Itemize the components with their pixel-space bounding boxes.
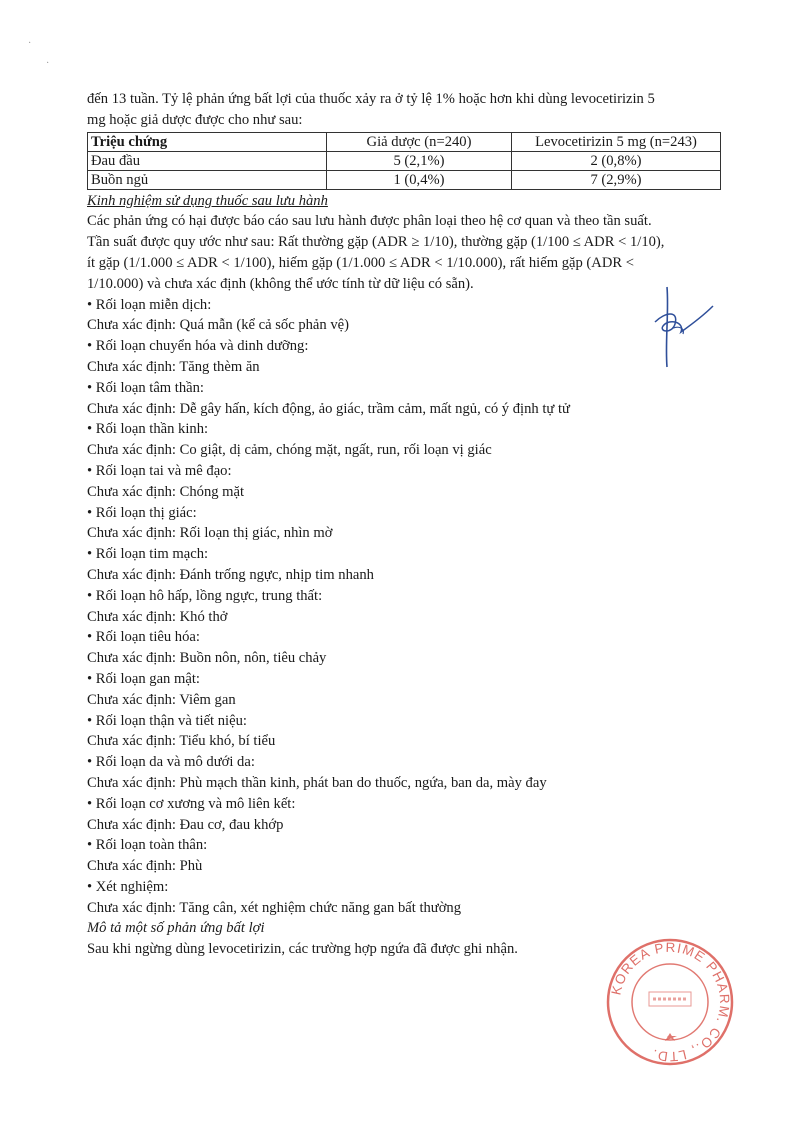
postmarketing-line-4: 1/10.000) và chưa xác định (không thể ước tính từ dữ liệu có sẵn). (87, 275, 474, 292)
section-title-eye: • Rối loạn thị giác: (87, 503, 721, 524)
company-stamp (603, 935, 737, 1069)
table-header-placebo: Giả dược (n=240) (327, 132, 512, 151)
scan-speck: · (46, 58, 50, 69)
section-detail-cardiac: Chưa xác định: Đánh trống ngực, nhịp tim nhanh (87, 566, 374, 583)
intro-line-2: mg hoặc giả dược được cho như sau: (87, 111, 303, 128)
table-cell-symptom: Buồn ngủ (88, 170, 327, 189)
table-header-symptom: Triệu chứng (88, 132, 327, 151)
section-title-respiratory: • Rối loạn hô hấp, lồng ngực, trung thất: (87, 586, 721, 607)
section-title-renal: • Rối loạn thận và tiết niệu: (87, 711, 721, 732)
section-detail-hepatobiliary: Chưa xác định: Viêm gan (87, 691, 236, 708)
section-detail-renal: Chưa xác định: Tiểu khó, bí tiểu (87, 733, 276, 750)
table-row (88, 151, 721, 170)
section-detail-nervous: Chưa xác định: Co giật, dị cảm, chóng mặt, ngất, run, rối loạn vị giác (87, 442, 492, 459)
section-title-gastrointestinal: • Rối loạn tiêu hóa: (87, 627, 721, 648)
section-detail-general: Chưa xác định: Phù (87, 858, 203, 875)
table-row (88, 170, 721, 189)
section-title-metabolism: • Rối loạn chuyển hóa và dinh dưỡng: (87, 336, 721, 357)
table-cell-placebo: 5 (2,1%) (327, 151, 512, 170)
section-title-general: • Rối loạn toàn thân: (87, 835, 721, 856)
postmarketing-line-3: ít gặp (1/1.000 ≤ ADR < 1/100), hiếm gặp (1/1.000 ≤ ADR < 1/10.000), rất hiếm gặp (ADR < (87, 254, 634, 271)
section-detail-musculoskeletal: Chưa xác định: Đau cơ, đau khớp (87, 816, 284, 833)
description-heading: Mô tả một số phản ứng bất lợi (87, 920, 265, 937)
postmarketing-line-2: Tần suất được quy ước như sau: Rất thường gặp (ADR ≥ 1/10), thường gặp (1/100 ≤ ADR < 1/10), (87, 234, 665, 251)
scan-speck: · (28, 38, 32, 49)
section-detail-immune: Chưa xác định: Quá mẫn (kể cả sốc phản vệ) (87, 317, 349, 334)
table-header-levocetirizin: Levocetirizin 5 mg (n=243) (512, 132, 721, 151)
section-title-nervous: • Rối loạn thần kinh: (87, 419, 721, 440)
adr-table (87, 132, 721, 190)
section-title-hepatobiliary: • Rối loạn gan mật: (87, 669, 721, 690)
section-detail-investigations: Chưa xác định: Tăng cân, xét nghiệm chức năng gan bất thường (87, 899, 462, 916)
section-title-musculoskeletal: • Rối loạn cơ xương và mô liên kết: (87, 794, 721, 815)
section-title-immune: • Rối loạn miễn dịch: (87, 295, 721, 316)
section-title-cardiac: • Rối loạn tim mạch: (87, 544, 721, 565)
table-cell-symptom: Đau đầu (88, 151, 327, 170)
section-detail-gastrointestinal: Chưa xác định: Buồn nôn, nôn, tiêu chảy (87, 650, 327, 667)
signature-mark (645, 282, 715, 372)
section-title-ear: • Rối loạn tai và mê đạo: (87, 461, 721, 482)
postmarketing-line-1: Các phản ứng có hại được báo cáo sau lưu hành được phân loại theo hệ cơ quan và theo tần suất. (87, 213, 652, 230)
postmarketing-heading: Kinh nghiệm sử dụng thuốc sau lưu hành (87, 192, 328, 209)
section-title-psychiatric: • Rối loạn tâm thần: (87, 378, 721, 399)
table-cell-levocetirizin: 7 (2,9%) (512, 170, 721, 189)
section-detail-ear: Chưa xác định: Chóng mặt (87, 483, 245, 500)
intro-line-1: đến 13 tuần. Tỷ lệ phản ứng bất lợi của thuốc xảy ra ở tỷ lệ 1% hoặc hơn khi dùng levocetirizin 5 (87, 91, 655, 107)
document-body (87, 89, 721, 960)
table-header-row (88, 132, 721, 151)
table-cell-placebo: 1 (0,4%) (327, 170, 512, 189)
section-title-investigations: • Xét nghiệm: (87, 877, 721, 898)
section-title-skin: • Rối loạn da và mô dưới da: (87, 752, 721, 773)
stamp-text: KOREA PRIME PHARM. CO., LTD. (608, 939, 733, 1065)
section-detail-skin: Chưa xác định: Phù mạch thần kinh, phát ban do thuốc, ngứa, ban da, mày đay (87, 774, 547, 791)
section-detail-psychiatric: Chưa xác định: Dễ gây hấn, kích động, ảo giác, trầm cảm, mất ngủ, có ý định tự tử (87, 400, 570, 417)
section-detail-eye: Chưa xác định: Rối loạn thị giác, nhìn mờ (87, 525, 333, 542)
section-detail-metabolism: Chưa xác định: Tăng thèm ăn (87, 358, 260, 375)
table-cell-levocetirizin: 2 (0,8%) (512, 151, 721, 170)
section-detail-respiratory: Chưa xác định: Khó thở (87, 608, 228, 625)
description-text: Sau khi ngừng dùng levocetirizin, các trường hợp ngứa đã được ghi nhận. (87, 941, 518, 958)
